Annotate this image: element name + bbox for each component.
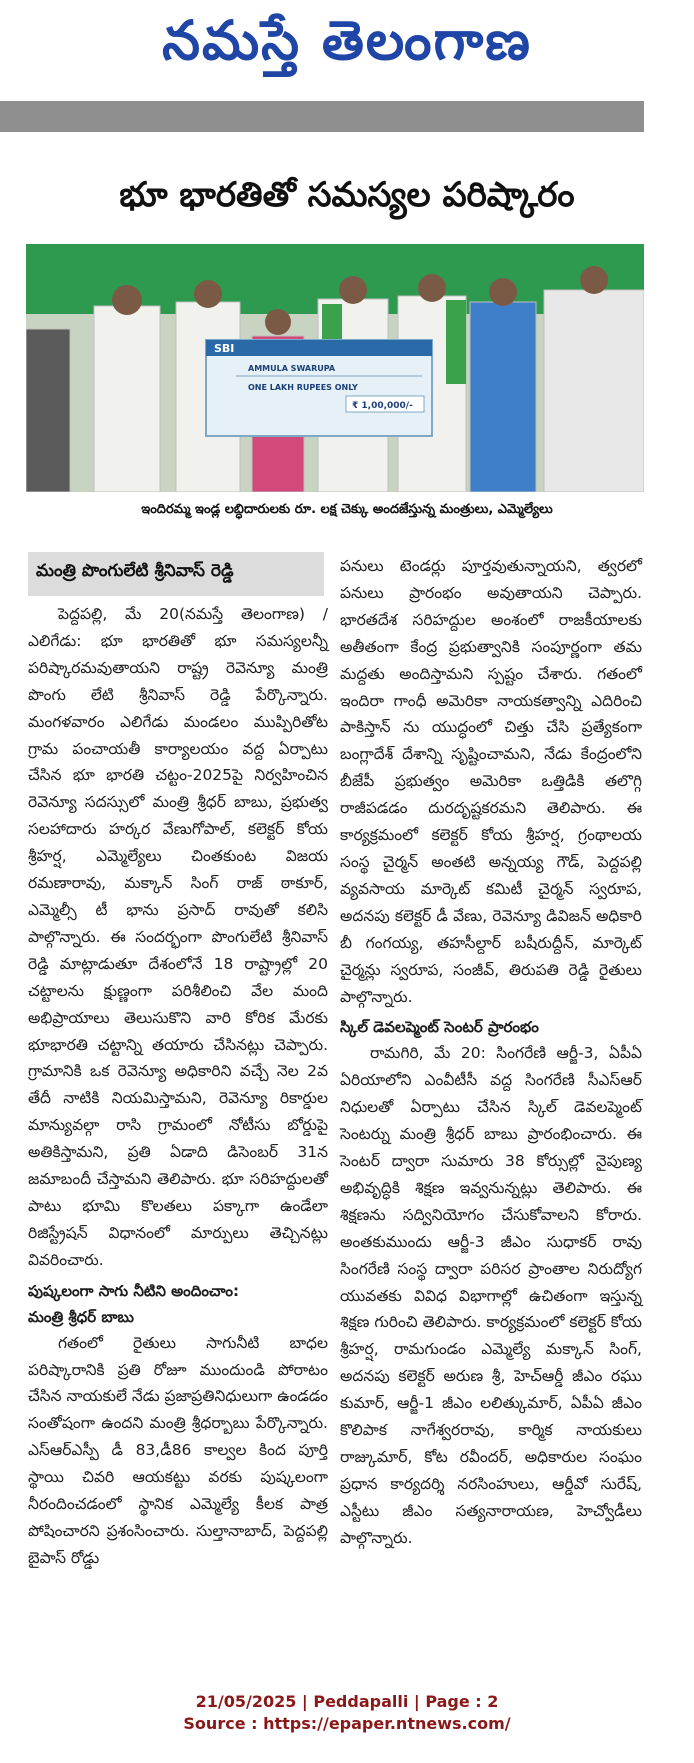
masthead-title: నమస్తే తెలంగాణ [162, 8, 532, 72]
cheque-board [206, 340, 432, 436]
cheque-amount: ₹ 1,00,000/- [352, 401, 413, 411]
article-column-right [340, 553, 642, 1552]
article-paragraph: పెద్దపల్లి, మే 20(నమస్తే తెలంగాణ) / ఎలిగేడు: భూ భారతితో భూ సమస్యలన్నీ పరిష్కారమవుతాయని రాష్ట్ర రెవెన్యూ మంత్రి పొంగు లేటి శ్రీనివాస్ రెడ్డి పేర్కొన్నారు. మంగళవారం ఎలిగేడు మండలం ముప్పిరితోట గ్రామ పంచాయతీ కార్యాలయం వద్ద ఏర్పాటు చేసిన భూ భారతి చట్టం-2025పై నిర్వహించిన రెవెన్యూ సదస్సులో మంత్రి శ్రీధర్ బాబు, ప్రభుత్వ సలహాదారు హర్కర వేణుగోపాల్, కలెక్టర్ కోయ శ్రీహర్ష, ఎమ్మెల్యేలు చింతకుంట విజయ రమణారావు, మక్కాన్ సింగ్ రాజ్ ఠాకూర్, ఎమ్మెల్సీ టీ భాను ప్రసాద్ రావుతో కలిసి పాల్గొన్నారు. ఈ సందర్భంగా పొంగులేటి శ్రీనివాస్ రెడ్డి మాట్లాడుతూ దేశంలోనే 18 రాష్ట్రాల్లో 20 చట్టాలను క్షుణ్ణంగా పరిశీలించి వేల మంది అభిప్రాయాలు తెలుసుకొని వారి కోరిక మేరకు భూభారతి చట్టాన్ని తయారు చేసినట్లు చెప్పారు. గ్రామానికి ఒక రెవెన్యూ అధికారిని వచ్చే నెల 2వ తేదీ నాటికి నియమిస్తామని, రెవెన్యూ రికార్డుల మాన్యువల్గా రాసి గ్రామంలో నోటీసు బోర్డుపై అతికిస్తామని, ప్రతి ఏడాది డిసెంబర్ 31న జమాబందీ చేస్తామని తెలిపారు. భూ సరిహద్దులతో పాటు భూమి కొలతలు పక్కాగా ఉండేలా రిజిస్ట్రేషన్ విధానంలో మార్పులు తెచ్చినట్లు వివరించారు. [28, 605, 328, 1269]
photo-caption: ఇందిరమ్మ ఇండ్ల లబ్ధిదారులకు రూ. లక్ష చెక్కు అందజేస్తున్న మంత్రులు, ఎమ్మెల్యేలు [141, 502, 553, 517]
section-subhead: మంత్రి శ్రీధర్ బాబు [28, 1307, 134, 1326]
article-subhead: మంత్రి పొంగులేటి శ్రీనివాస్ రెడ్డి [36, 561, 234, 581]
article-paragraph: రామగిరి, మే 20: సింగరేణి ఆర్జీ-3, ఏపీఏ ఏరియాలోని ఎంవీటీసీ వద్ద సింగరేణి సీఎస్ఆర్ నిధులతో ఏర్పాటు చేసిన స్కిల్ డెవలప్మెంట్ సెంటర్ను మంత్రి శ్రీధర్ బాబు ప్రారంభించారు. ఈ సెంటర్ ద్వారా సుమారు 38 కోర్సుల్లో నైపుణ్య అభివృద్ధికి శిక్షణ ఇవ్వనున్నట్లు తెలిపారు. ఈ శిక్షణను సద్వినియోగం చేసుకోవాలని కోరారు. అంతకుముందు ఆర్జీ-3 జీఎం సుధాకర్ రావు సింగరేణి సంస్థ ద్వారా పరిసర ప్రాంతాల నిరుద్యోగ యువతకు వివిధ విభాగాల్లో ఉచితంగా ఇస్తున్న శిక్షణ గురించి తెలిపారు. కార్యక్రమంలో కలెక్టర్ కోయ శ్రీహర్ష, రామగుండం ఎమ్మెల్యే మక్కాన్ సింగ్, అదనపు కలెక్టర్ అరుణ శ్రీ, హెచ్ఆర్డీ జీఎం రఘు కుమార్, ఆర్జీ-1 జీఎం లలిత్కుమార్, ఏపీఏ జీఎం కొలిపాక నాగేశ్వరరావు, కార్మిక నాయకులు రాజ్కుమార్, కోట రవీందర్, అధికారుల సంఘం ప్రధాన కార్యదర్శి నరసింహులు, ఆర్డీవో సురేష్, ఎస్టీటు జీఎం సత్యనారాయణ, హెచ్వోడీలు పాల్గొన్నారు. [340, 1044, 642, 1547]
section-subhead: పుష్కలంగా సాగు నీటిని అందించాం: [28, 1281, 239, 1300]
green-scarf [446, 300, 466, 384]
article-subhead-box [28, 552, 324, 596]
article-column-left [28, 601, 328, 1572]
article-paragraph: గతంలో రైతులు సాగునీటి బాధల పరిష్కారానికి ప్రతి రోజూ ముందుండి పోరాటం చేసిన నాయకులే నేడు ప్రజాప్రతినిధులుగా ఉండడం సంతోషంగా ఉందని మంత్రి శ్రీధర్బాబు పేర్కొన్నారు. ఎస్ఆర్ఎస్పీ డీ 83,డీ86 కాల్వల కింద పూర్తి స్థాయి చివరి ఆయకట్టు వరకు పుష్కలంగా నీరందించడంలో స్థానిక ఎమ్మెల్యే కీలక పాత్ర పోషించారని ప్రశంసించారు. సుల్తానాబాద్, పెద్దపల్లి బైపాస్ రోడ్డు [28, 1333, 328, 1567]
footer-date-edition: 21/05/2025 | Peddapalli | Page : 2 [195, 1692, 499, 1711]
event-photo [26, 244, 644, 492]
section-subhead: స్కిల్ డెవలప్మెంట్ సెంటర్ ప్రారంభం [340, 1018, 539, 1037]
cheque-payee: AMMULA SWARUPA [248, 364, 336, 373]
article-headline: భూ భారతితో సమస్యల పరిష్కారం [119, 175, 575, 215]
header-divider-bar [0, 101, 644, 132]
footer-source-link[interactable]: Source : https://epaper.ntnews.com/ [183, 1714, 511, 1733]
article-paragraph: పనులు టెండర్లు పూర్తవుతున్నాయని, త్వరలో పనులు ప్రారంభం అవుతాయని చెప్పారు. భారతదేశ సరిహద్దుల అంశంలో రాజకీయాలకు అతీతంగా కేంద్ర ప్రభుత్వానికి సంపూర్ణంగా తమ మద్దతు అందిస్తామని స్పష్టం చేశారు. గతంలో ఇందిరా గాంధీ అమెరికా నాయకత్వాన్ని ఎదిరించి పాకిస్తాన్ ను యుద్ధంలో చిత్తు చేసి ప్రత్యేకంగా బంగ్లాదేశ్ దేశాన్ని సృష్టించామని, నేడు కేంద్రంలోని బీజేపీ ప్రభుత్వం అమెరికా ఒత్తిడికి తలొగ్గి రాజీపడడం దురదృష్టకరమని తెలిపారు. ఈ కార్యక్రమంలో కలెక్టర్ కోయ శ్రీహర్ష, గ్రంథాలయ సంస్థ చైర్మన్ అంతటి అన్నయ్య గౌడ్, పెద్దపల్లి వ్యవసాయ మార్కెట్ కమిటీ చైర్మన్ స్వరూప, అదనపు కలెక్టర్ డీ వేణు, రెవెన్యూ డివిజన్ అధికారి బీ గంగయ్య, తహసీల్దార్ బషీరుద్దీన్, మార్కెట్ చైర్మన్లు స్వరూప, సంజీవ్, తిరుపతి రెడ్డి రైతులు పాల్గొన్నారు. [340, 557, 642, 1006]
masthead [0, 0, 694, 92]
cheque-bank: SBI [214, 342, 235, 355]
page-footer [0, 1691, 694, 1735]
cheque-words: ONE LAKH RUPEES ONLY [248, 383, 358, 392]
